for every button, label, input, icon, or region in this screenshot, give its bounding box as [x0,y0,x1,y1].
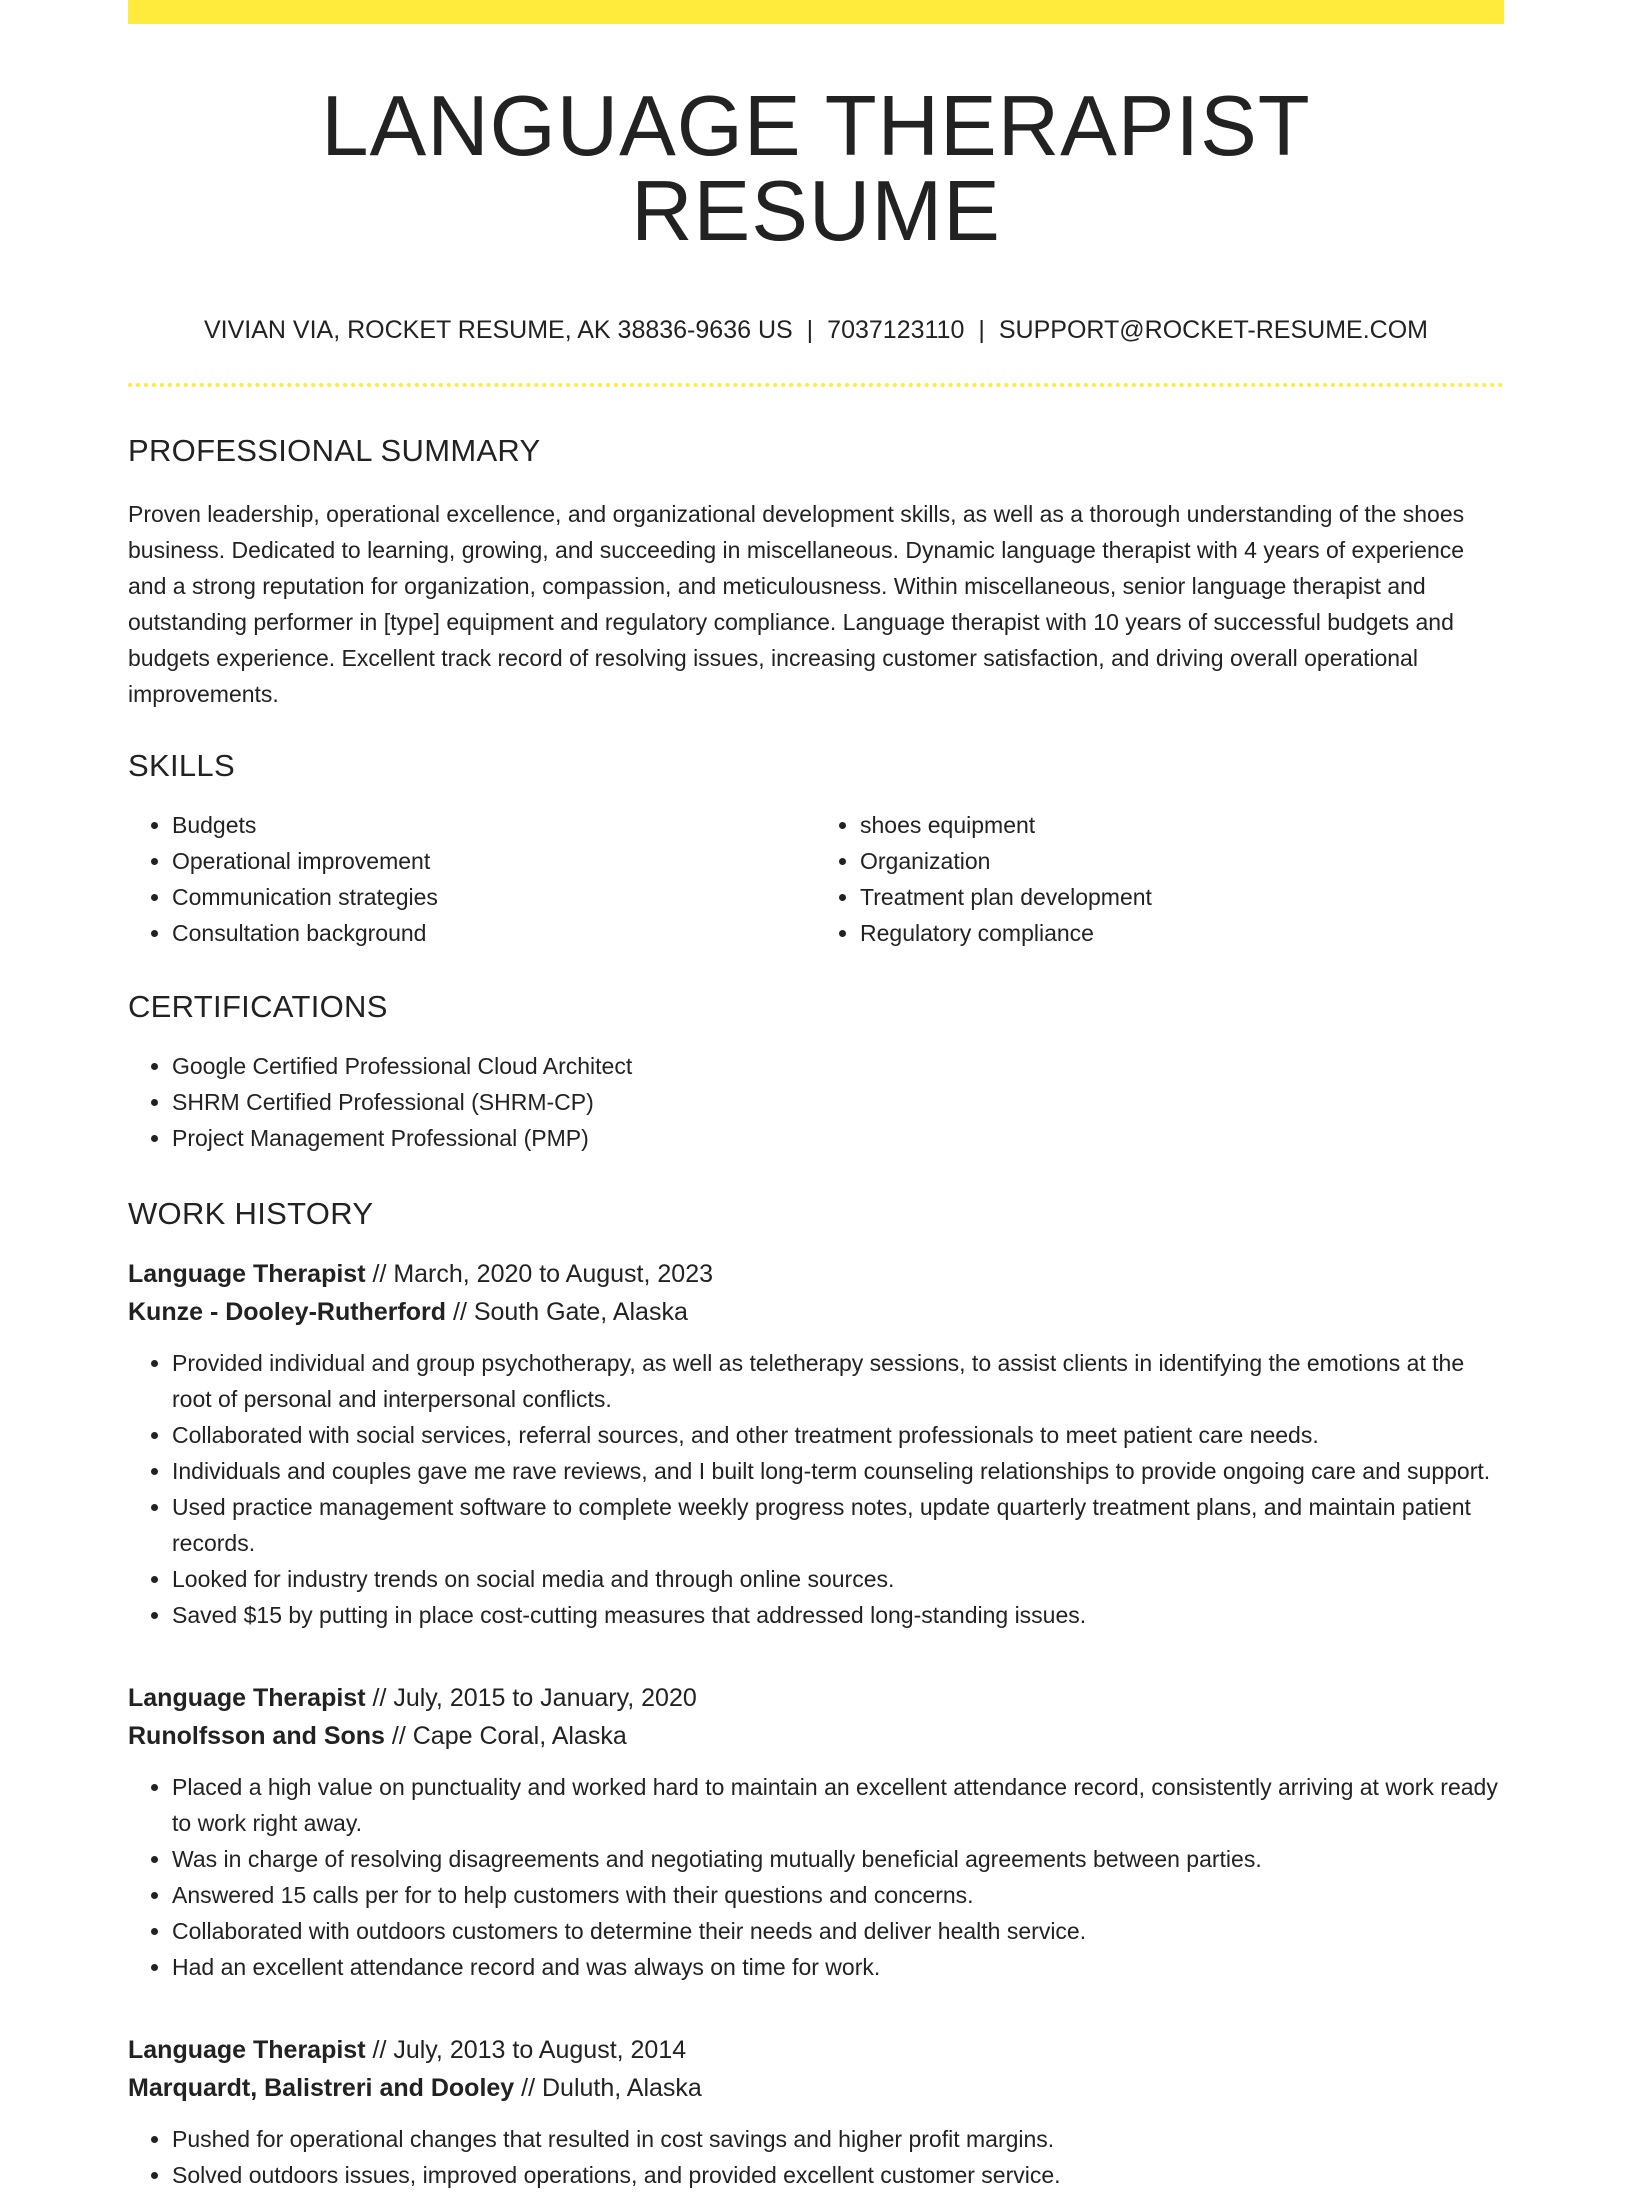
resume-page [128,0,1504,2193]
resume-title: LANGUAGE THERAPIST RESUME [321,79,1311,259]
job-bullet: • Used practice management software to complete weekly progress notes, update quarterly treatment plans, and maintain patient records. [172,1489,1504,1561]
job-bullet: • Looked for industry trends on social media and through online sources. [172,1561,1504,1597]
job-bullet: • Was in charge of resolving disagreements and negotiating mutually beneficial agreements between parties. [172,1841,1504,1877]
job-bullet: • Solved outdoors issues, improved operations, and provided excellent customer service. [172,2157,1504,2193]
skills-heading: SKILLS [128,748,235,783]
job-bullet: • Individuals and couples gave me rave reviews, and I built long-term counseling relationships to provide ongoing care and support. [172,1453,1504,1489]
skills-list-left [128,807,816,951]
contact-phone: 7037123110 [827,316,965,344]
job-bullets [128,2121,1504,2193]
certification-item: • Google Certified Professional Cloud Architect [172,1048,1504,1084]
job-bullet: • Saved $15 by putting in place cost-cutting measures that addressed long-standing issues. [172,1597,1504,1633]
job-bullet: • Had an excellent attendance record and was always on time for work. [172,1949,1504,1985]
job-title: Language Therapist [128,1260,366,1288]
job-location: // Duluth, Alaska [514,2074,702,2102]
summary-text: Proven leadership, operational excellence, and organizational development skills, as well as a thorough understanding of the shoes business. Dedicated to learning, growing, and succeeding in miscellaneous. Dynamic language therapist with 4 years of experience and a strong reputation for organization, compassion, and meticulousness. Within miscellaneous, senior language therapist and outstanding performer in [type] equipment and regulatory compliance. Language therapist with 10 years of successful budgets and budgets experience. Excellent track record of resolving issues, increasing customer satisfaction, and driving overall operational improvements. [128,501,1465,707]
contact-separator: | [806,316,814,344]
job-entry [128,1255,1504,1633]
job-entry [128,2031,1504,2193]
job-company-line [128,1293,1504,1331]
work-history-heading: WORK HISTORY [128,1196,374,1231]
certifications-list [128,1048,1504,1156]
job-company: Kunze - Dooley-Rutherford [128,1298,447,1326]
job-location: // South Gate, Alaska [446,1298,688,1326]
certification-item: • Project Management Professional (PMP) [172,1120,1504,1156]
top-accent-bar [128,0,1504,24]
skills-list-right [816,807,1504,951]
skill-item: • Treatment plan development [860,879,1504,915]
skill-item: • shoes equipment [860,807,1504,843]
job-entry [128,1679,1504,1985]
job-dates: // March, 2020 to August, 2023 [365,1260,713,1288]
certification-item: • SHRM Certified Professional (SHRM-CP) [172,1084,1504,1120]
job-bullets [128,1345,1504,1633]
job-bullet: • Pushed for operational changes that resulted in cost savings and higher profit margins. [172,2121,1504,2157]
summary-heading: PROFESSIONAL SUMMARY [128,433,541,468]
job-location: // Cape Coral, Alaska [384,1722,627,1750]
job-title-line [128,1679,1504,1717]
job-bullet: • Collaborated with social services, referral sources, and other treatment professionals to meet patient care needs. [172,1417,1504,1453]
job-title-line [128,1255,1504,1293]
job-title-line [128,2031,1504,2069]
skill-item: • Communication strategies [172,879,816,915]
job-company: Runolfsson and Sons [128,1722,385,1750]
job-dates: // July, 2015 to January, 2020 [365,1684,697,1712]
job-bullets [128,1769,1504,1985]
contact-address: VIVIAN VIA, ROCKET RESUME, AK 38836-9636 US [204,316,793,344]
job-bullet: • Provided individual and group psychotherapy, as well as teletherapy sessions, to assist clients in identifying the emotions at the root of personal and interpersonal conflicts. [172,1345,1504,1417]
job-title: Language Therapist [128,1684,366,1712]
skill-item: • Consultation background [172,915,816,951]
job-bullet: • Answered 15 calls per for to help customers with their questions and concerns. [172,1877,1504,1913]
skill-item: • Regulatory compliance [860,915,1504,951]
job-company-line [128,1717,1504,1755]
job-dates: // July, 2013 to August, 2014 [365,2036,687,2064]
skill-item: • Budgets [172,807,816,843]
contact-separator: | [978,316,985,344]
skill-item: • Operational improvement [172,843,816,879]
skill-item: • Organization [860,843,1504,879]
job-company: Marquardt, Balistreri and Dooley [128,2074,515,2102]
contact-email: SUPPORT@ROCKET-RESUME.COM [998,316,1428,344]
skills-grid [128,807,1504,951]
dotted-divider [128,383,1504,387]
job-bullet: • Collaborated with outdoors customers to determine their needs and deliver health service. [172,1913,1504,1949]
contact-line [128,318,1504,343]
job-company-line [128,2069,1504,2107]
job-bullet: • Placed a high value on punctuality and worked hard to maintain an excellent attendance record, consistently arriving at work ready to work right away. [172,1769,1504,1841]
job-title: Language Therapist [128,2036,366,2064]
certifications-heading: CERTIFICATIONS [128,989,388,1024]
